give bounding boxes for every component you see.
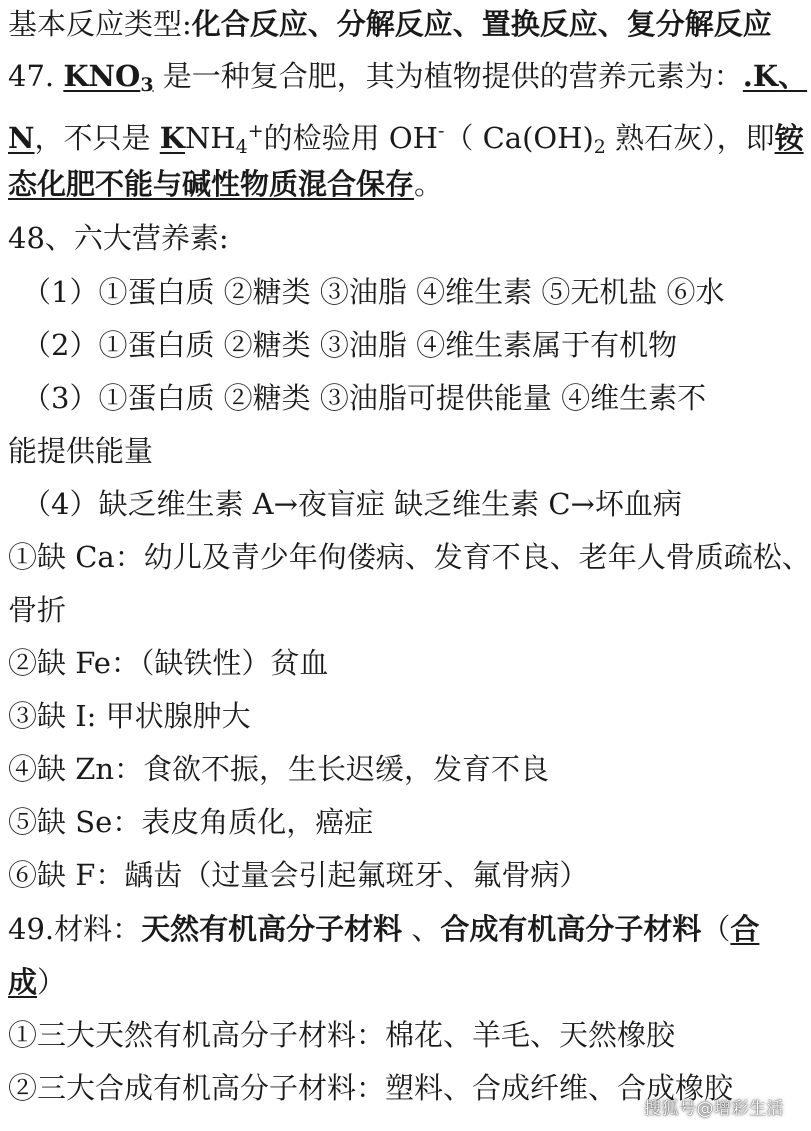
natural-polymer: 天然有机高分子材料	[141, 912, 403, 946]
natural-polymers-list: ①三大天然有机高分子材料：棉花、羊毛、天然橡胶	[8, 1018, 676, 1052]
deficiency-fe: ②缺 Fe：（缺铁性）贫血	[8, 646, 329, 680]
item49-line2: 成）	[8, 965, 67, 999]
reaction-types-line	[8, 4, 772, 44]
synthetic-polymer: 合成有机高分子材料	[440, 912, 702, 946]
deficiency-f: ⑥缺 F：龋齿（过量会引起氟斑牙、氟骨病）	[8, 858, 589, 892]
ammonium-warning-b: 态化肥不能与碱性物质混合保存	[8, 167, 415, 201]
deficiency-ca: ①缺 Ca：幼儿及青少年佝偻病、发育不良、老年人骨质疏松、	[8, 540, 811, 574]
reaction-types-prefix: 基本反应类型:	[8, 7, 192, 41]
source-watermark: 搜狐号@增彩生活	[644, 1099, 784, 1119]
item48-title: 48、六大营养素:	[8, 221, 229, 255]
item47-number: 47.	[8, 59, 55, 93]
ammonium-warning-a: 铵	[774, 121, 804, 155]
synthetic-short-a: 合	[730, 912, 760, 946]
deficiency-i: ③缺 I: 甲状腺肿大	[8, 699, 251, 733]
nh4-formula: $NH_4^+$	[184, 120, 264, 158]
item47-line3: 态化肥不能与碱性物质混合保存。	[8, 167, 444, 201]
nutrients-list-1: （1）①蛋白质 ②糖类 ③油脂 ④维生素 ⑤无机盐 ⑥水	[22, 275, 725, 309]
deficiency-zn: ④缺 Zn：食欲不振，生长迟缓，发育不良	[8, 752, 550, 786]
synthetic-short-b: 成	[8, 965, 38, 999]
deficiency-se: ⑤缺 Se：表皮角质化，癌症	[8, 805, 374, 839]
item49-line1: 49.材料：天然有机高分子材料 、合成有机高分子材料（合	[8, 912, 760, 946]
nutrients-list-2: （2）①蛋白质 ②糖类 ③油脂 ④维生素属于有机物	[22, 328, 678, 362]
nutrients-list-3-cont: 能提供能量	[8, 434, 154, 468]
item47-line2: N，不只是 $KNH_4^+$的检验用 OH-（ $Ca(OH)_2$ 熟石灰），即铵	[8, 120, 804, 158]
nutrients-list-3: （3）①蛋白质 ②糖类 ③油脂可提供能量 ④维生素不	[22, 381, 707, 415]
nutrient-elements-a: .K、	[742, 59, 808, 93]
deficiency-ca-cont: 骨折	[8, 593, 67, 627]
kno3-formula: $KNO_3$	[63, 59, 154, 96]
reaction-types-list: 化合反应、分解反应、置换反应、复分解反应	[191, 7, 772, 41]
nutrient-elements-b: N	[8, 121, 35, 155]
item47-text1: 是一种复合肥，其为植物提供的营养元素为：	[162, 59, 743, 93]
vitamin-deficiency: （4）缺乏维生素 A→夜盲症 缺乏维生素 C→坏血病	[22, 487, 682, 521]
k-highlight: K	[159, 121, 185, 155]
synthetic-polymers-list: ②三大合成有机高分子材料：塑料、合成纤维、合成橡胶	[8, 1071, 734, 1105]
item47-line1	[8, 56, 807, 105]
